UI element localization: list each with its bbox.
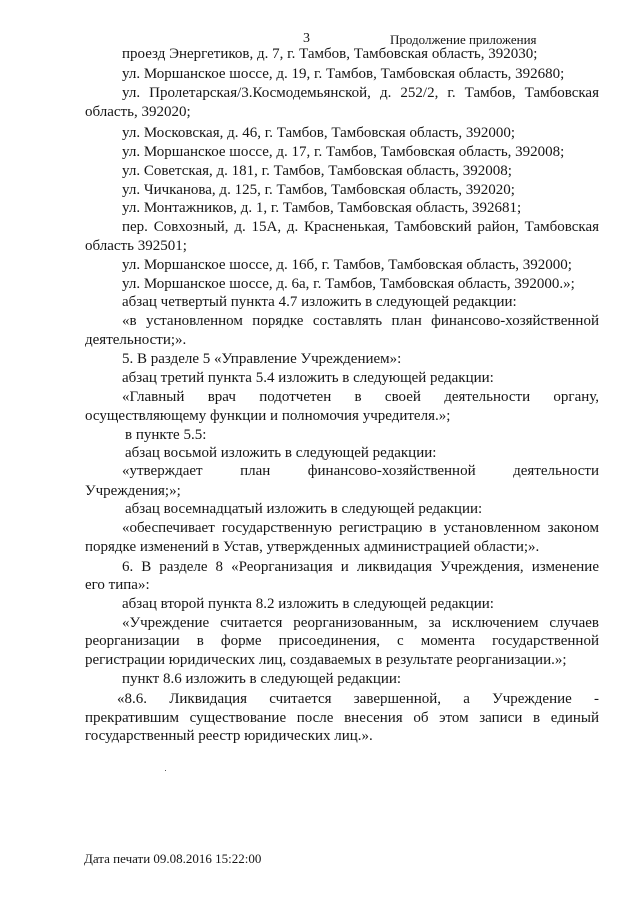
- text-line: в пункте 5.5:: [125, 427, 207, 443]
- text-line: «8.6. Ликвидация считается завершенной, а Учреждение -: [117, 691, 599, 707]
- text-line: государственный реестр юридических лиц.».: [85, 728, 373, 744]
- text-line: деятельности;».: [85, 332, 187, 348]
- page-number: 3: [303, 31, 310, 46]
- text-line: ул. Советская, д. 181, г. Тамбов, Тамбовская область, 392008;: [122, 163, 512, 179]
- text-line: пер. Совхозный, д. 15А, д. Красненькая, Тамбовский район, Тамбовская: [122, 219, 599, 235]
- text-line: реорганизации в форме присоединения, с момента государственной: [85, 633, 599, 649]
- text-line: абзац четвертый пункта 4.7 изложить в следующей редакции:: [122, 294, 517, 310]
- stray-mark: [165, 770, 166, 771]
- text-line: пункт 8.6 изложить в следующей редакции:: [122, 671, 402, 687]
- text-line: ул. Моршанское шоссе, д. 6а, г. Тамбов, Тамбовская область, 392000.»;: [122, 276, 575, 292]
- text-line: Учреждения;»;: [85, 483, 181, 499]
- text-line: ул. Моршанское шоссе, д. 19, г. Тамбов, Тамбовская область, 392680;: [122, 66, 565, 82]
- text-line: прекратившим существование после внесения об этом записи в единый: [85, 710, 599, 726]
- text-line: 5. В разделе 5 «Управление Учреждением»:: [122, 351, 402, 367]
- text-line: область, 392020;: [85, 104, 191, 120]
- text-line: регистрации юридических лиц, создаваемых в результате реорганизации.»;: [85, 652, 567, 668]
- text-line: ул. Моршанское шоссе, д. 16б, г. Тамбов, Тамбовская область, 392000;: [122, 257, 572, 273]
- text-line: «Учреждение считается реорганизованным, за исключением случаев: [122, 615, 599, 631]
- text-line: область 392501;: [85, 238, 187, 254]
- text-line: абзац восьмой изложить в следующей редакции:: [125, 445, 437, 461]
- text-line: проезд Энергетиков, д. 7, г. Тамбов, Тамбовская область, 392030;: [122, 46, 538, 62]
- text-line: абзац второй пункта 8.2 изложить в следующей редакции:: [122, 596, 494, 612]
- text-line: «Главный врач подотчетен в своей деятельности органу,: [122, 389, 599, 405]
- text-line: ул. Монтажников, д. 1, г. Тамбов, Тамбовская область, 392681;: [122, 200, 522, 216]
- text-line: ул. Чичканова, д. 125, г. Тамбов, Тамбовская область, 392020;: [122, 182, 515, 198]
- text-line: порядке изменений в Устав, утвержденных администрацией области;».: [85, 539, 540, 555]
- print-date: Дата печати 09.08.2016 15:22:00: [84, 851, 262, 866]
- text-line: абзац третий пункта 5.4 изложить в следующей редакции:: [122, 370, 494, 386]
- text-line: его типа»:: [85, 577, 150, 593]
- text-line: «обеспечивает государственную регистрацию в установленном законом: [122, 520, 599, 536]
- text-line: ул. Пролетарская/3.Космодемьянской, д. 252/2, г. Тамбов, Тамбовская: [122, 85, 599, 101]
- text-line: абзац восемнадцатый изложить в следующей редакции:: [125, 501, 483, 517]
- text-line: 6. В разделе 8 «Реорганизация и ликвидация Учреждения, изменение: [122, 559, 599, 575]
- text-line: «утверждает план финансово-хозяйственной деятельности: [122, 463, 599, 479]
- text-line: осуществляющему функции и полномочия учредителя.»;: [85, 408, 451, 424]
- text-line: ул. Моршанское шоссе, д. 17, г. Тамбов, Тамбовская область, 392008;: [122, 144, 565, 160]
- continuation-label: Продолжение приложения: [390, 32, 537, 47]
- text-line: «в установленном порядке составлять план финансово-хозяйственной: [122, 313, 599, 329]
- text-line: ул. Московская, д. 46, г. Тамбов, Тамбовская область, 392000;: [122, 125, 516, 141]
